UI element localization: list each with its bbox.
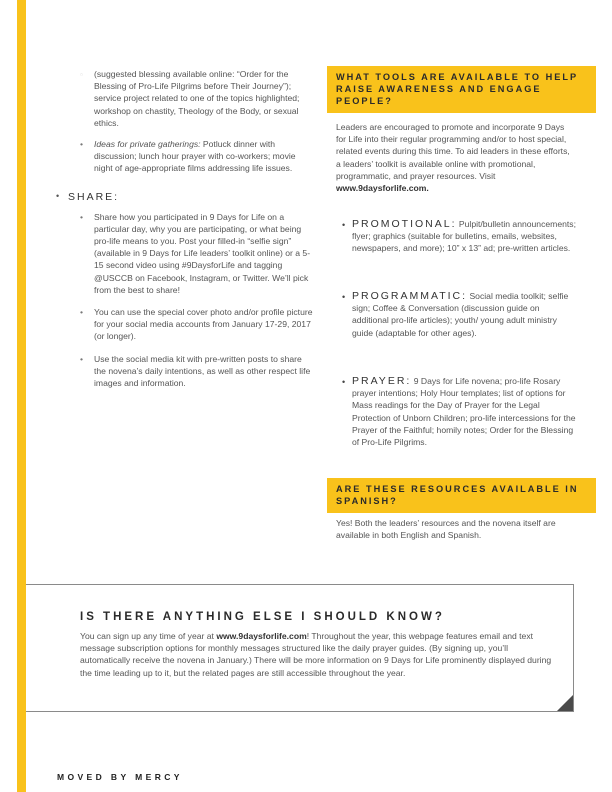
faq-text-before: You can sign up any time of year at: [80, 631, 217, 641]
faq-body: [80, 630, 558, 679]
private-gatherings-item: [80, 138, 314, 175]
faq-title: IS THERE ANYTHING ELSE I SHOULD KNOW?: [80, 611, 445, 623]
left-column: [52, 68, 314, 398]
tools-heading-box: [327, 66, 596, 113]
promotional-label: PROMOTIONAL:: [352, 218, 457, 230]
share-item: • You can use the special cover photo and/or profile picture for your social media accounts from January 17-29, 2017 (or longer).: [80, 306, 314, 343]
corner-fold-decoration: [557, 695, 573, 711]
private-gatherings-label: Ideas for private gatherings:: [94, 139, 201, 150]
footer-tagline: MOVED BY MERCY: [57, 772, 183, 782]
spanish-text: Yes! Both the leaders’ resources and the novena itself are available in both English and Spanish.: [336, 518, 556, 541]
left-accent-bar: [17, 0, 26, 792]
prayer-label: PRAYER:: [352, 375, 412, 387]
share-heading: • SHARE:: [68, 191, 314, 203]
faq-link[interactable]: www.9daysforlife.com: [216, 631, 307, 641]
prayer-text: 9 Days for Life novena; pro-life Rosary prayer intentions; Holy Hour templates; list of options for Mass readings for the Day of Prayer for the Legal Protection of Unborn Children; pro-life intercessions for the Prayer of the Faithful; homily notes; Order for the Blessing of Pro-Life Pilgrims.: [352, 376, 576, 448]
tools-intro-text: Leaders are encouraged to promote and incorporate 9 Days for Life into their regular programming and/or to host special, related events during this time. To aid leaders in these efforts, a leaders’ toolkit is available online with promotional, programmatic, and prayer resources. Visit: [336, 122, 570, 181]
programmatic-text: Social media toolkit; selfie sign; Coffee & Conversation (discussion guide on additional pro-life articles); youth/ young adult ministry guide (adaptable for other ages).: [352, 291, 569, 338]
faq-text-after: ! Throughout the year, this webpage features email and text message subscription options for monthly messages structured like the daily prayer guides. (By signing up, you’ll automatically receive the novena in January.) There will be more information on 9 Days for Life prominently displayed during the time leading up to it, but the related pages are still accessible throughout the year.: [80, 631, 552, 678]
programmatic-label: PROGRAMMATIC:: [352, 290, 468, 302]
share-item: • Share how you participated in 9 Days for Life on a particular day, why you are participating, or what being pro-life means to you. Post your filled-in “selfie sign” (available in 9 Days for Life leaders’ toolkit online) or a 5-15 second video using #9DaysforLife and tagging @USCCB on Facebook, Instagram, or Twitter. We’ll pick from the best to share!: [80, 211, 314, 296]
continued-text: (suggested blessing available online: “Order for the Blessing of Pro-Life Pilgrims before Their Journey”); service project related to one of the topics highlighted; workshop on chastity, Theology of the Body, or sexual ethics.: [94, 69, 300, 128]
gathering-list: [52, 68, 314, 175]
promotional-text: Pulpit/bulletin announcements; flyer; graphics (suitable for bulletins, emails, websites, newspapers, and more); 10” x 13” ad; pre-written articles.: [352, 219, 576, 254]
private-gatherings-text: Potluck dinner with discussion; lunch hour prayer with co-workers; movie night of age-appropriate films addressing life issues.: [94, 139, 296, 174]
share-item: • Use the social media kit with pre-written posts to share the novena’s daily intentions, as well as other respect life images and information.: [80, 353, 314, 390]
tools-intro: [336, 121, 576, 194]
continued-item: • • (suggested blessing available online: “Order for the Blessing of Pro-Life Pilgrims before Their Journey”); service project related to one of the topics highlighted; workshop on chastity, Theology of the Body, or sexual ethics.: [80, 68, 314, 129]
spanish-heading-box: [327, 478, 596, 513]
tools-heading: WHAT TOOLS ARE AVAILABLE TO HELP RAISE AWARENESS AND ENGAGE PEOPLE?: [336, 72, 578, 106]
share-list: [52, 211, 314, 390]
tools-link[interactable]: www.9daysforlife.com.: [336, 183, 429, 194]
promotional-item: [342, 218, 577, 255]
spanish-heading: ARE THESE RESOURCES AVAILABLE IN SPANISH?: [336, 484, 579, 506]
programmatic-item: [342, 290, 577, 339]
prayer-item: [342, 375, 577, 448]
